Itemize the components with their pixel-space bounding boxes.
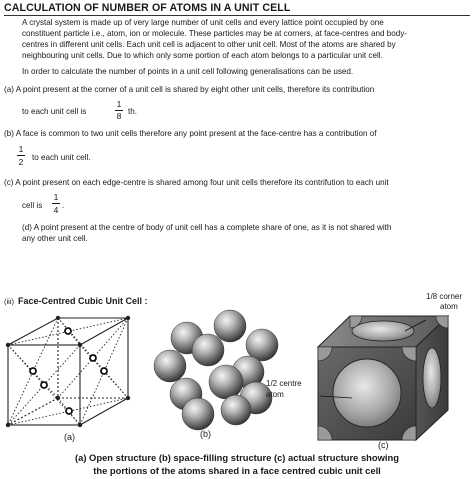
sphere <box>221 395 251 425</box>
item-b-denominator: 2 <box>18 157 24 167</box>
sphere <box>209 365 243 399</box>
page-heading: CALCULATION OF NUMBER OF ATOMS IN A UNIT CELL <box>4 2 291 14</box>
generalisation-line: In order to calculate the number of points in a unit cell following generalisations can be used. <box>22 67 354 76</box>
figure-a-label: (a) <box>64 432 75 442</box>
sphere <box>154 350 186 382</box>
figure-caption <box>0 452 474 477</box>
item-b-suffix: to each unit cell. <box>32 153 91 162</box>
top-face-half-atom <box>352 321 414 341</box>
item-a-numerator: 1 <box>116 99 122 109</box>
face-centre-atoms <box>30 328 107 414</box>
item-a-prefix: to each unit cell is <box>22 107 87 116</box>
intro-line-4: neighbouring unit cells. Due to which only some portion of each atom belongs to a particular unit cell. <box>22 51 383 60</box>
caption-line-2: the portions of the atoms shared in a face centred cubic unit cell <box>93 464 381 476</box>
section-title: Face-Centred Cubic Unit Cell : <box>18 296 148 306</box>
intro-line-1: A crystal system is made up of very large number of unit cells and every lattice point occupied by one <box>22 18 384 27</box>
item-a-line: (a) A point present at the corner of a unit cell is shared by eight other unit cells, therefore its contribution <box>4 85 375 94</box>
side-face-half-atom <box>423 348 441 408</box>
face-atom-label-1: 1/2 centre <box>266 379 302 388</box>
caption-line-1: (a) Open structure (b) space-filling structure (c) actual structure showing <box>74 452 399 463</box>
item-b-numerator: 1 <box>18 144 24 154</box>
item-d-line-1: (d) A point present at the centre of body of unit cell has a complete share of one, as it is not shared with <box>22 223 392 232</box>
space-filling-structure <box>154 310 278 430</box>
face-atom-label-2: atom <box>266 390 284 399</box>
actual-structure-cube <box>318 316 448 440</box>
corner-atom-label-1: 1/8 corner <box>426 292 463 301</box>
item-d-line-2: any other unit cell. <box>22 234 88 243</box>
sphere <box>214 310 246 342</box>
intro-line-2: constituent particle i.e., atom, ion or molecule. These particles may be at corners, at face-centres and body- <box>22 29 407 38</box>
figure-c-label: (c) <box>378 440 389 450</box>
item-c-suffix: . <box>62 201 65 210</box>
item-c-line: (c) A point present on each edge-centre is shared among four unit cells therefore its contrifution to each unit <box>4 178 389 187</box>
section-number: (iii) <box>4 297 14 306</box>
front-face-half-atom <box>333 359 401 427</box>
item-a-denominator: 8 <box>116 111 122 121</box>
sphere <box>192 334 224 366</box>
item-b-line: (b) A face is common to two unit cells therefore any point present at the face-centre has a contribution of <box>4 129 377 138</box>
figure-b-label: (b) <box>200 429 211 439</box>
intro-line-3: centres in different unit cells. Each unit cell is adjacent to other unit cell. Most of the atoms are shared by <box>22 40 396 49</box>
corner-atom-label-2: atom <box>440 302 458 311</box>
sphere <box>182 398 214 430</box>
item-c-prefix: cell is <box>22 201 43 210</box>
cube-hidden-edge <box>8 398 58 425</box>
item-c-numerator: 1 <box>53 192 59 202</box>
item-a-suffix: th. <box>128 107 137 116</box>
item-c-denominator: 4 <box>53 205 59 215</box>
